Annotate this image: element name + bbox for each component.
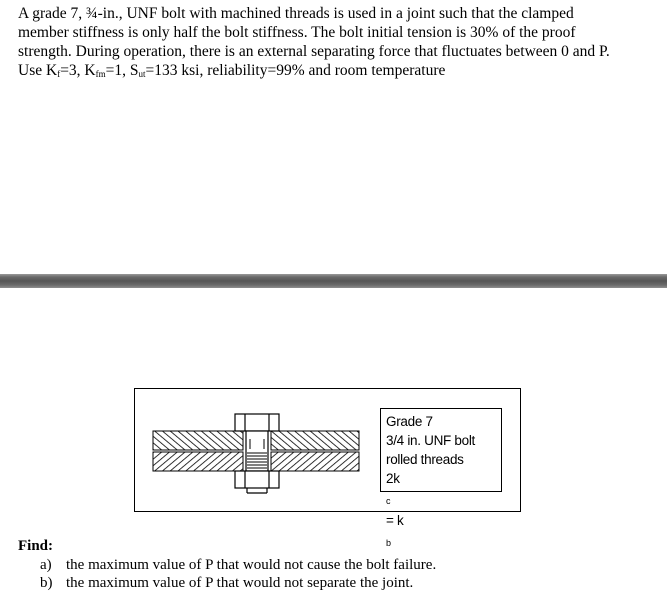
spec-size: 3/4 in. UNF bolt bbox=[386, 433, 475, 448]
upper-member-right bbox=[271, 431, 359, 450]
page-divider bbox=[0, 274, 667, 288]
bolt-nut bbox=[235, 471, 279, 493]
upper-member bbox=[153, 431, 243, 450]
problem-line-1: A grade 7, ¾-in., UNF bolt with machined threads is used in a joint such that the clamped bbox=[18, 5, 574, 22]
bolt-spec-box bbox=[380, 408, 502, 548]
find-item-b: b) the maximum value of P that would not separate the joint. bbox=[40, 575, 414, 591]
spec-grade: Grade 7 bbox=[386, 414, 433, 429]
problem-line-4: Use $K_f=3$, $K_{fm}=1$, $S_{ut}=133$ ksi, reliability=99% and room temperature bbox=[18, 62, 446, 79]
lower-member-right bbox=[271, 452, 359, 471]
problem-line-3: strength. During operation, there is an external separating force that fluctuates between 0 and P. bbox=[18, 43, 610, 60]
find-item-a: a) the maximum value of P that would not cause the bolt failure. bbox=[40, 557, 437, 573]
bolt-head bbox=[235, 414, 279, 431]
spec-threads: rolled threads bbox=[386, 452, 464, 467]
lower-member bbox=[153, 452, 243, 471]
find-heading: Find: bbox=[18, 538, 54, 554]
spec-stiffness: 2k $_c$ = k $_b$ bbox=[386, 471, 404, 548]
bolted-joint-figure bbox=[134, 388, 521, 548]
find-list bbox=[40, 556, 436, 592]
problem-statement bbox=[18, 4, 658, 84]
problem-line-2: member stiffness is only half the bolt stiffness. The bolt initial tension is 30% of the proof bbox=[18, 24, 576, 41]
